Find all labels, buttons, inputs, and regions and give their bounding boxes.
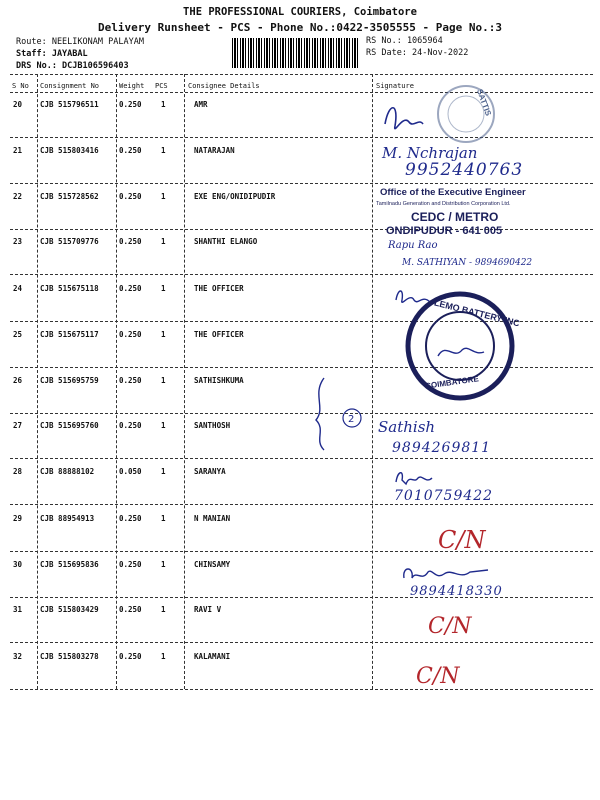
top-stamp-text: SATTIS xyxy=(474,87,493,118)
handwriting-r32-mark: C/N xyxy=(416,664,460,689)
row-divider xyxy=(10,229,593,230)
cell-consignment-no: CJB 515695759 xyxy=(40,376,99,385)
office-stamp-line3: CEDC / METRO xyxy=(411,210,499,224)
cell-sno: 26 xyxy=(13,376,23,385)
cell-sno: 22 xyxy=(13,192,23,201)
cell-weight: 0.250 xyxy=(119,652,142,661)
rs-date: RS Date: 24-Nov-2022 xyxy=(366,48,469,58)
signature-row28 xyxy=(392,464,462,490)
cell-pcs: 1 xyxy=(161,514,166,523)
cell-sno: 27 xyxy=(13,421,23,430)
handwriting-r21-phone: 9952440763 xyxy=(405,160,524,180)
col-header-consignee: Consignee Details xyxy=(188,82,260,90)
round-stamp-top-text: LEMO BATTERY INC xyxy=(433,297,521,329)
cell-consignment-no: CJB 515803416 xyxy=(40,146,99,155)
round-stamp-bottom-text: COIMBATORE xyxy=(424,374,480,391)
cell-pcs: 1 xyxy=(161,330,166,339)
cell-pcs: 1 xyxy=(161,284,166,293)
handwriting-r28-phone: 7010759422 xyxy=(394,488,494,504)
cell-weight: 0.250 xyxy=(119,330,142,339)
staff-label: Staff: JAYABAL xyxy=(16,49,88,59)
runsheet-title: Delivery Runsheet - PCS - Phone No.:0422-3505555 - Page No.:3 xyxy=(98,21,502,34)
cell-consignee: EXE ENG/ONIDIPUDIR xyxy=(194,192,276,201)
rs-number: RS No.: 1065964 xyxy=(366,36,443,46)
cell-sno: 29 xyxy=(13,514,23,523)
cell-sno: 31 xyxy=(13,605,23,614)
row-divider xyxy=(10,689,593,690)
handwriting-r29-mark: C/N xyxy=(438,526,486,554)
company-title: THE PROFESSIONAL COURIERS, Coimbatore xyxy=(183,6,417,18)
handwriting-r27-phone: 9894269811 xyxy=(392,440,492,456)
row-divider xyxy=(10,551,593,552)
handwriting-r23-a: Rapu Rao xyxy=(388,240,438,251)
col-header-consignment: Consignment No xyxy=(40,82,100,90)
cell-consignment-no: CJB 515709776 xyxy=(40,237,99,246)
cell-sno: 20 xyxy=(13,100,23,109)
col-header-sno: S No xyxy=(12,82,29,90)
cell-weight: 0.250 xyxy=(119,421,142,430)
cell-pcs: 1 xyxy=(161,100,166,109)
cell-pcs: 1 xyxy=(161,560,166,569)
cell-pcs: 1 xyxy=(161,237,166,246)
row-divider xyxy=(10,183,593,184)
cell-pcs: 1 xyxy=(161,652,166,661)
cell-sno: 25 xyxy=(13,330,23,339)
cell-consignee: NATARAJAN xyxy=(194,146,235,155)
bracket-mark xyxy=(310,374,370,454)
cell-consignment-no: CJB 515695836 xyxy=(40,560,99,569)
cell-consignment-no: CJB 515803429 xyxy=(40,605,99,614)
cell-consignment-no: CJB 515675118 xyxy=(40,284,99,293)
handwriting-r31-mark: C/N xyxy=(428,614,472,639)
cell-pcs: 1 xyxy=(161,376,166,385)
header-bottom-rule xyxy=(10,92,593,93)
barcode xyxy=(232,38,360,68)
cell-consignee: SANTHOSH xyxy=(194,421,231,430)
cell-consignment-no: CJB 515803278 xyxy=(40,652,99,661)
cell-consignee: RAVI V xyxy=(194,605,222,614)
cell-weight: 0.250 xyxy=(119,560,142,569)
cell-pcs: 1 xyxy=(161,467,166,476)
col-header-weight: Weight xyxy=(119,82,145,90)
cell-weight: 0.250 xyxy=(119,376,142,385)
row-divider xyxy=(10,137,593,138)
cell-weight: 0.250 xyxy=(119,284,142,293)
office-stamp-line2: Tamilnadu Generation and Distribution Corporation Ltd. xyxy=(376,201,511,207)
cell-sno: 23 xyxy=(13,237,23,246)
handwriting-r21-name: M. Nchrajan xyxy=(382,144,478,162)
cell-consignee: SARANYA xyxy=(194,467,226,476)
cell-sno: 30 xyxy=(13,560,23,569)
cell-weight: 0.250 xyxy=(119,146,142,155)
row-divider xyxy=(10,413,593,414)
cell-consignee: N MANIAN xyxy=(194,514,231,523)
cell-weight: 0.250 xyxy=(119,192,142,201)
cell-consignee: CHINSAMY xyxy=(194,560,231,569)
cell-weight: 0.050 xyxy=(119,467,142,476)
cell-consignee: SHANTHI ELANGO xyxy=(194,237,258,246)
cell-weight: 0.250 xyxy=(119,100,142,109)
cell-weight: 0.250 xyxy=(119,514,142,523)
drs-label: DRS No.: DCJB106596403 xyxy=(16,61,129,71)
row-divider xyxy=(10,597,593,598)
cell-pcs: 1 xyxy=(161,421,166,430)
cell-consignee: SATHISHKUMA xyxy=(194,376,244,385)
cell-consignment-no: CJB 515728562 xyxy=(40,192,99,201)
cell-consignment-no: CJB 88954913 xyxy=(40,514,95,523)
cell-consignment-no: CJB 515796511 xyxy=(40,100,99,109)
handwriting-r23-b: M. SATHIYAN - 9894690422 xyxy=(402,258,533,268)
row-divider xyxy=(10,274,593,275)
handwriting-r27-name: Sathish xyxy=(378,418,436,436)
table-top-rule xyxy=(10,74,593,75)
cell-pcs: 1 xyxy=(161,146,166,155)
row-divider xyxy=(10,642,593,643)
svg-text:2: 2 xyxy=(348,414,355,425)
row-divider xyxy=(10,458,593,459)
cell-weight: 0.250 xyxy=(119,605,142,614)
cell-consignment-no: CJB 88888102 xyxy=(40,467,95,476)
office-stamp-line1: Office of the Executive Engineer xyxy=(380,187,526,198)
route-label: Route: NEELIKONAM PALAYAM xyxy=(16,37,144,47)
cell-weight: 0.250 xyxy=(119,237,142,246)
cell-consignment-no: CJB 515675117 xyxy=(40,330,99,339)
cell-consignee: AMR xyxy=(194,100,208,109)
col-header-pcs: PCS xyxy=(155,82,168,90)
cell-sno: 24 xyxy=(13,284,23,293)
cell-sno: 28 xyxy=(13,467,23,476)
handwriting-r30-phone: 9894418330 xyxy=(410,584,503,599)
col-header-signature: Signature xyxy=(376,82,414,90)
cell-consignee: KALAMANI xyxy=(194,652,231,661)
cell-sno: 32 xyxy=(13,652,23,661)
cell-consignment-no: CJB 515695760 xyxy=(40,421,99,430)
cell-consignee: THE OFFICER xyxy=(194,284,244,293)
row-divider xyxy=(10,504,593,505)
cell-pcs: 1 xyxy=(161,605,166,614)
office-stamp-line4: ONDIPUDUR - 641 005 xyxy=(386,225,503,237)
cell-pcs: 1 xyxy=(161,192,166,201)
cell-consignee: THE OFFICER xyxy=(194,330,244,339)
cell-sno: 21 xyxy=(13,146,23,155)
